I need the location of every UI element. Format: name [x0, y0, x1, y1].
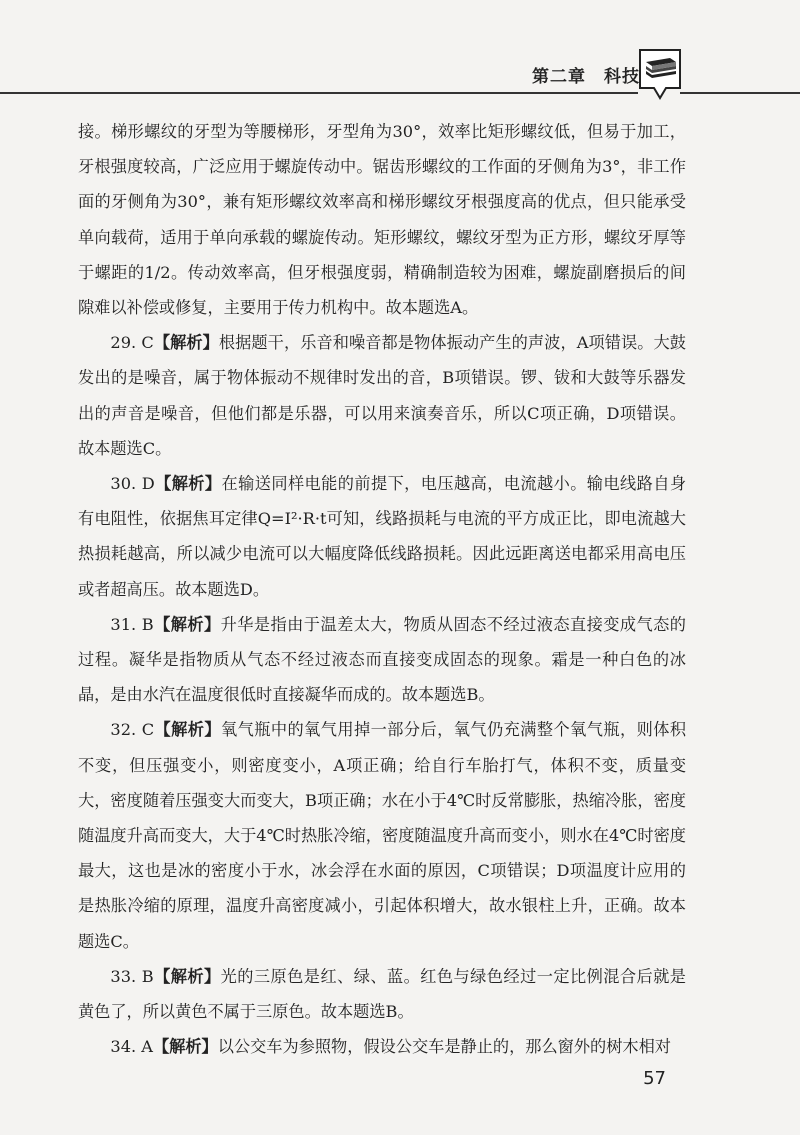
- answer-number: 30. D: [110, 474, 155, 494]
- paragraph-text: 接。梯形螺纹的牙型为等腰梯形，牙型角为30°，效率比矩形螺纹低，但易于加工，牙根强度较高，广泛应用于螺旋传动中。锯齿形螺纹的工作面的牙侧角为3°，非工作面的牙侧角为30°，兼有矩形螺纹效率高和梯形螺纹牙根强度高的优点，但只能承受单向载荷，适用于单向承载的螺旋传动。矩形螺纹，螺纹牙型为正方形，螺纹牙厚等于螺距的1/2。传动效率高，但牙根强度弱，精确制造较为困难，螺旋副磨损后的间隙难以补偿或修复，主要用于传力机构中。故本题选A。: [78, 122, 686, 318]
- answer-explanations: [78, 114, 686, 1064]
- header-rule: [0, 92, 638, 94]
- answer-number: 31. B: [110, 614, 154, 634]
- analysis-tag: 【解析】: [154, 474, 222, 494]
- paragraph-text: 光的三原色是红、绿、蓝。红色与绿色经过一定比例混合后就是黄色了，所以黄色不属于三原色。故本题选B。: [78, 966, 686, 1022]
- page-number: 57: [643, 1068, 666, 1089]
- analysis-tag: 【解析】: [154, 720, 222, 740]
- paragraph-text: 氧气瓶中的氧气用掉一部分后，氧气仍充满整个氧气瓶，则体积不变，但压强变小，则密度变小，A项正确；给自行车胎打气，体积不变，质量变大，密度随着压强变大而变大，B项正确；水在小于4℃时反常膨胀，热缩冷胀，密度随温度升高而变大，大于4℃时热胀冷缩，密度随温度升高而变小，则水在4℃时密度最大，这也是冰的密度小于水，冰会浮在水面的原因，C项错误；D项温度计应用的是热胀冷缩的原理，温度升高密度减小，引起体积增大，故水银柱上升，正确。故本题选C。: [78, 720, 687, 951]
- answer-item-32: [78, 712, 686, 958]
- analysis-tag: 【解析】: [153, 966, 221, 986]
- analysis-tag: 【解析】: [152, 1037, 218, 1057]
- analysis-tag: 【解析】: [153, 614, 221, 634]
- answer-number: 32. C: [110, 720, 155, 740]
- header-rule-right: [680, 92, 800, 94]
- page-header: [0, 0, 800, 100]
- answer-item-34: [78, 1029, 686, 1064]
- paragraph-text: 以公交车为参照物，假设公交车是静止的，那么窗外的树木相对: [217, 1037, 671, 1057]
- paragraph-text: 根据题干，乐音和噪音都是物体振动产生的声波，A项错误。大鼓发出的是噪音，属于物体振动不规律时发出的音，B项错误。锣、钹和大鼓等乐器发出的声音是噪音，但他们都是乐器，可以用来演奏音乐，所以C项正确，D项错误。故本题选C。: [78, 333, 686, 458]
- answer-item-30: [78, 466, 686, 607]
- paragraph-text: 升华是指由于温差太大，物质从固态不经过液态直接变成气态的过程。凝华是指物质从气态不经过液态而直接变成固态的现象。霜是一种白色的冰晶，是由水汽在温度很低时直接凝华而成的。故本题选B。: [78, 614, 686, 705]
- book-stack-icon: [636, 46, 684, 102]
- answer-item-31: [78, 607, 686, 713]
- paragraph-text: 在输送同样电能的前提下，电压越高，电流越小。输电线路自身有电阻性，依据焦耳定律Q=I²·R·t可知，线路损耗与电流的平方成正比，即电流越大热损耗越高，所以减少电流可以大幅度降低线路损耗。因此远距离送电都采用高电压或者超高压。故本题选D。: [78, 474, 687, 599]
- answer-number: 29. C: [110, 333, 154, 353]
- analysis-tag: 【解析】: [153, 333, 219, 353]
- answer-number: 33. B: [110, 966, 154, 986]
- chapter-title: 第二章 科技: [532, 67, 640, 87]
- paragraph-continued: [78, 114, 686, 325]
- answer-item-29: [78, 325, 686, 466]
- answer-number: 34. A: [110, 1037, 153, 1057]
- answer-item-33: [78, 959, 686, 1029]
